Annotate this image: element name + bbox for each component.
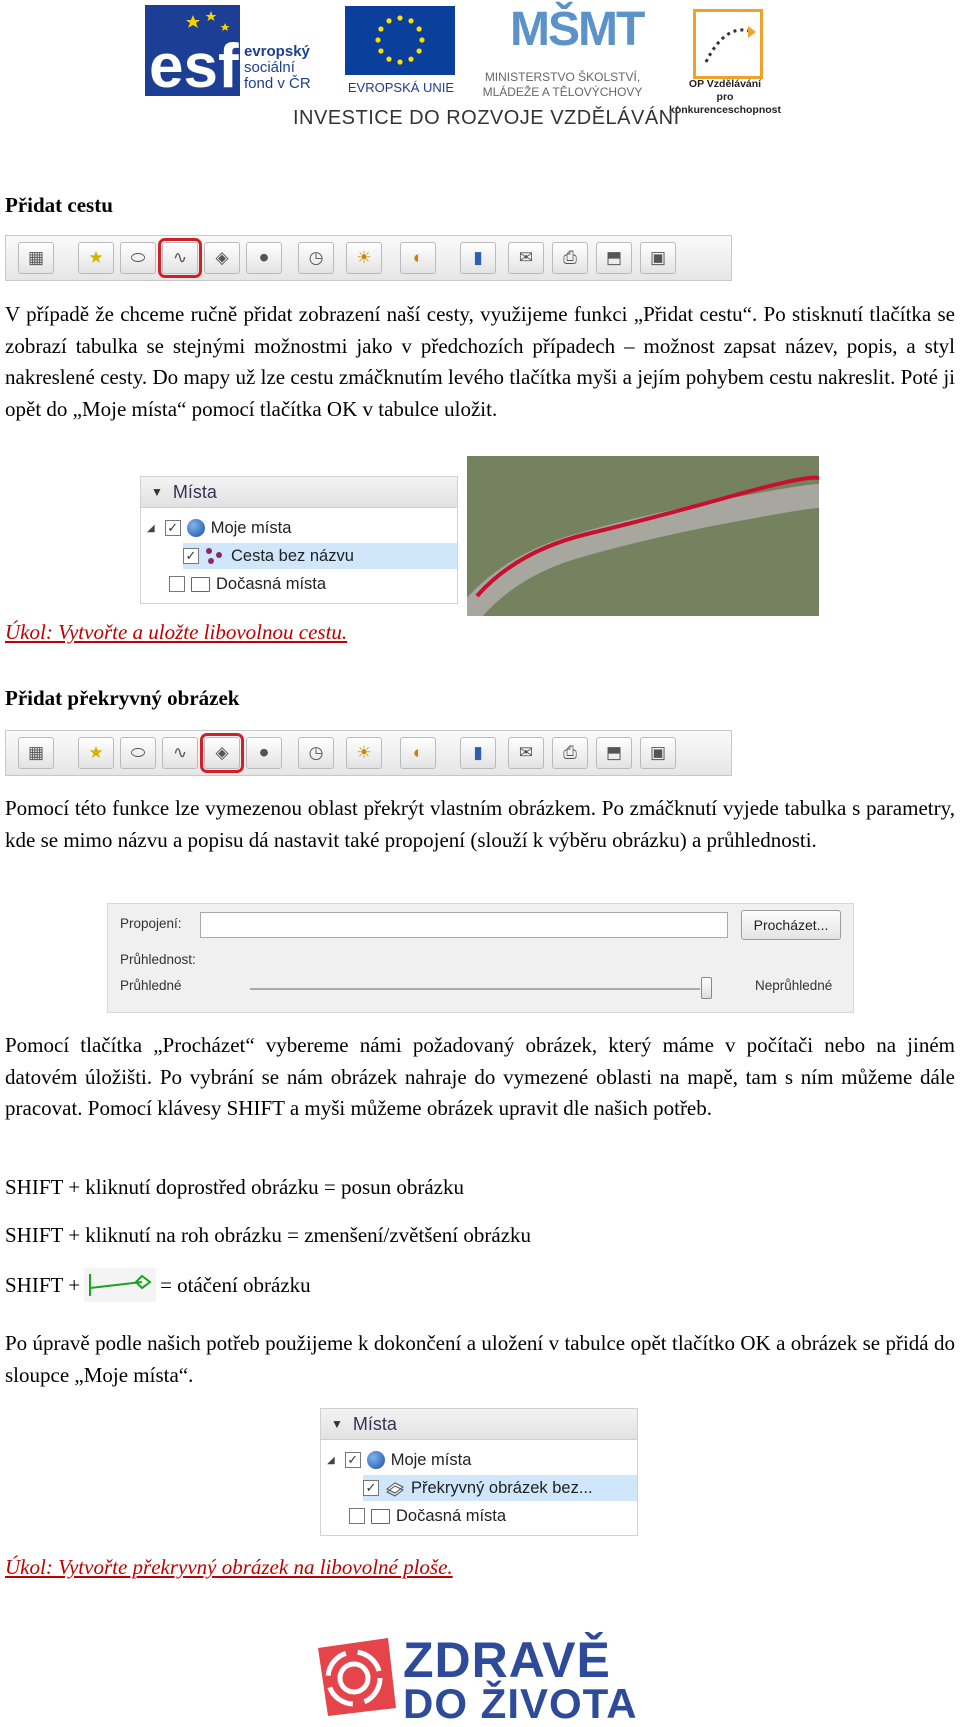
globe-icon-2: [367, 1451, 385, 1469]
history-icon[interactable]: ◷: [298, 737, 334, 769]
esf-text: [244, 44, 311, 92]
image-overlay-icon[interactable]: ◈: [204, 737, 240, 769]
print-icon[interactable]: ⎙: [552, 242, 588, 274]
eu-star-icon: [417, 48, 422, 53]
link-input[interactable]: [200, 912, 728, 938]
place-label-moje-mista-2: Moje místa: [390, 1450, 472, 1469]
checkbox-docasna-2[interactable]: [349, 1508, 365, 1524]
ruler-icon[interactable]: ▮: [460, 737, 496, 769]
image-overlay-icon[interactable]: ◈: [204, 242, 240, 274]
email-icon[interactable]: ✉: [508, 242, 544, 274]
eu-star-icon: [378, 48, 383, 53]
history-icon[interactable]: ◷: [298, 242, 334, 274]
sidebar-icon[interactable]: ▦: [18, 737, 54, 769]
collapse-triangle-icon-2[interactable]: ▼: [331, 1417, 343, 1431]
expand-arrow-icon-2[interactable]: ◢: [327, 1454, 335, 1466]
planets-icon[interactable]: ◐: [400, 737, 436, 769]
place-row-moje-mista[interactable]: [141, 515, 457, 541]
maps-icon[interactable]: ▣: [640, 242, 676, 274]
sun-icon[interactable]: ☀: [346, 737, 382, 769]
shift-line-2: SHIFT + kliknutí na roh obrázku = zmenšení/zvětšení obrázku: [5, 1223, 532, 1247]
print-icon[interactable]: ⎙: [552, 737, 588, 769]
shift-line-3: [5, 1268, 311, 1302]
op-logo: [693, 9, 763, 79]
zdrave-logo-symbol-icon: [318, 1638, 396, 1716]
place-label-docasna: Dočasná místa: [216, 574, 327, 593]
collapse-triangle-icon[interactable]: ▼: [151, 485, 163, 499]
msmt-line-1: MINISTERSTVO ŠKOLSTVÍ,: [484, 70, 641, 84]
opaque-label: Neprůhledné: [755, 978, 833, 993]
section-title-prekryvny-obrazek: Přidat překryvný obrázek: [5, 686, 240, 710]
path-icon[interactable]: ∿: [162, 242, 198, 274]
eu-caption: EVROPSKÁ UNIE: [347, 80, 455, 95]
eu-star-icon: [408, 57, 413, 62]
place-row-cesta[interactable]: [183, 543, 457, 569]
record-tour-icon[interactable]: ⏺: [246, 242, 282, 274]
eu-star-icon: [408, 18, 413, 23]
places-panel-1: [140, 476, 458, 604]
placemark-icon[interactable]: ★: [78, 242, 114, 274]
path-icon[interactable]: ∿: [162, 737, 198, 769]
task-link-2[interactable]: Úkol: Vytvořte překryvný obrázek na libovolné ploše.: [5, 1555, 453, 1579]
folder-icon-2: [371, 1509, 390, 1524]
link-label: Propojení:: [120, 916, 182, 931]
transparency-slider-thumb[interactable]: [701, 977, 712, 999]
paragraph-prekryvny-3: Po úpravě podle našich potřeb použijeme k dokončení a uložení v tabulce opět tlačítko OK a obrázek se přidá do sloupce „Moje místa“.: [5, 1331, 955, 1387]
placemark-icon[interactable]: ★: [78, 737, 114, 769]
place-row-moje-mista-2[interactable]: [321, 1447, 637, 1473]
path-icon: [205, 547, 225, 565]
esf-line-3: fond v ČR: [244, 75, 311, 92]
toolbar-prekryvny-obrazek: [5, 730, 732, 776]
eu-star-icon: [397, 15, 402, 20]
investice-tagline: INVESTICE DO ROZVOJE VZDĚLÁVÁNÍ: [293, 107, 680, 129]
polygon-icon[interactable]: ⬭: [120, 242, 156, 274]
transparency-slider-track[interactable]: [250, 988, 700, 990]
eu-star-icon: [417, 26, 422, 31]
places-header-2[interactable]: [321, 1409, 637, 1440]
checkbox-moje-mista-2[interactable]: ✓: [345, 1452, 361, 1468]
eu-star-icon: [386, 18, 391, 23]
paragraph-prekryvny-2: Pomocí tlačítka „Procházet“ vybereme námi požadovaný obrázek, který máme v počítači nebo na jiném datovém úložišti. Po vybrání se nám obrázek nahraje do vymezené oblasti na mapě, tam s ním můžeme dále pracovat. Pomocí klávesy SHIFT a myši můžeme obrázek upravit dle našich potřeb.: [5, 1033, 955, 1120]
shift-line-1: SHIFT + kliknutí doprostřed obrázku = posun obrázku: [5, 1175, 464, 1199]
svg-text:esf: esf: [149, 32, 239, 96]
save-image-icon[interactable]: ⬒: [596, 242, 632, 274]
planets-icon[interactable]: ◐: [400, 242, 436, 274]
shift3-suffix: = otáčení obrázku: [160, 1272, 311, 1297]
msmt-line-2: MLÁDEŽE A TĚLOVÝCHOVY: [482, 85, 643, 99]
esf-line-1: evropský: [244, 43, 310, 60]
eu-star-icon: [397, 59, 402, 64]
maps-icon[interactable]: ▣: [640, 737, 676, 769]
section-title-pridat-cestu: Přidat cestu: [5, 193, 113, 217]
zdrave-do-zivota-logo: [318, 1632, 638, 1727]
op-line-2: pro konkurenceschopnost: [668, 91, 782, 116]
browse-button[interactable]: Procházet...: [741, 910, 841, 940]
eu-star-icon: [375, 37, 380, 42]
op-line-1: OP Vzdělávání: [688, 78, 762, 90]
globe-icon: [187, 519, 205, 537]
ruler-icon[interactable]: ▮: [460, 242, 496, 274]
paragraph-prekryvny-1: Pomocí této funkce lze vymezenou oblast překrýt vlastním obrázkem. Po zmáčknutí vyjede tabulka s parametry, kde se mimo názvu a popisu dá nastavit také propojení (slouží k výběru obrázku) a průhlednosti.: [5, 796, 955, 852]
checkbox-moje-mista[interactable]: ✓: [165, 520, 181, 536]
place-label-cesta: Cesta bez názvu: [231, 546, 354, 565]
email-icon[interactable]: ✉: [508, 737, 544, 769]
checkbox-docasna[interactable]: [169, 576, 185, 592]
toolbar-pridat-cestu: [5, 235, 732, 281]
transparent-label: Průhledné: [120, 978, 182, 993]
places-header-label: Místa: [172, 481, 217, 502]
place-row-prekryvny[interactable]: [363, 1475, 637, 1501]
overlay-link-form: [107, 903, 854, 1013]
checkbox-prekryvny[interactable]: ✓: [363, 1480, 379, 1496]
msmt-text: [465, 70, 660, 100]
expand-arrow-icon[interactable]: ◢: [147, 522, 155, 534]
folder-icon: [191, 577, 210, 592]
save-image-icon[interactable]: ⬒: [596, 737, 632, 769]
sidebar-icon[interactable]: ▦: [18, 242, 54, 274]
place-label-docasna-2: Dočasná místa: [396, 1506, 507, 1525]
esf-line-2: sociální: [244, 59, 295, 76]
eu-star-icon: [378, 26, 383, 31]
transparency-label: Průhlednost:: [120, 952, 196, 967]
eu-flag-logo: [345, 6, 455, 75]
sun-icon[interactable]: ☀: [346, 242, 382, 274]
place-label-prekryvny: Překryvný obrázek bez...: [411, 1478, 593, 1497]
record-tour-icon[interactable]: ⏺: [246, 737, 282, 769]
checkbox-cesta[interactable]: ✓: [183, 548, 199, 564]
eu-star-icon: [419, 37, 424, 42]
place-row-docasna-2[interactable]: [349, 1503, 637, 1529]
polygon-icon[interactable]: ⬭: [120, 737, 156, 769]
rotate-handle-icon: [84, 1268, 156, 1302]
paragraph-pridat-cestu: V případě že chceme ručně přidat zobrazení naší cesty, využijeme funkci „Přidat cestu“. Po stisknutí tlačítka se zobrazí tabulka se stejnými možnostmi jako v předchozích případech – možnost zapsat název, popis, a styl nakreslené cesty. Do mapy už lze cestu zmáčknutím levého tlačítka myši a jejím pohybem cestu nakreslit. Poté ji opět do „Moje místa“ pomocí tlačítka OK v tabulce uložit.: [5, 302, 955, 421]
places-header-label-2: Místa: [352, 1413, 397, 1434]
places-panel-2: [320, 1408, 638, 1536]
msmt-logo-mark: MŠMT: [510, 3, 644, 56]
header-logos: [0, 0, 960, 135]
place-row-docasna[interactable]: [169, 571, 457, 597]
eu-star-icon: [386, 57, 391, 62]
shift3-prefix: SHIFT +: [5, 1272, 81, 1297]
esf-logo: [145, 5, 240, 96]
zdrave-line-1: ZDRAVĚ: [403, 1632, 611, 1688]
image-overlay-icon: [385, 1479, 405, 1497]
map-path-screenshot: [467, 456, 819, 616]
places-header[interactable]: [141, 477, 457, 508]
task-link-1[interactable]: Úkol: Vytvořte a uložte libovolnou cestu.: [5, 620, 348, 644]
zdrave-line-2: DO ŽIVOTA: [403, 1680, 638, 1727]
place-label-moje-mista: Moje místa: [210, 518, 292, 537]
